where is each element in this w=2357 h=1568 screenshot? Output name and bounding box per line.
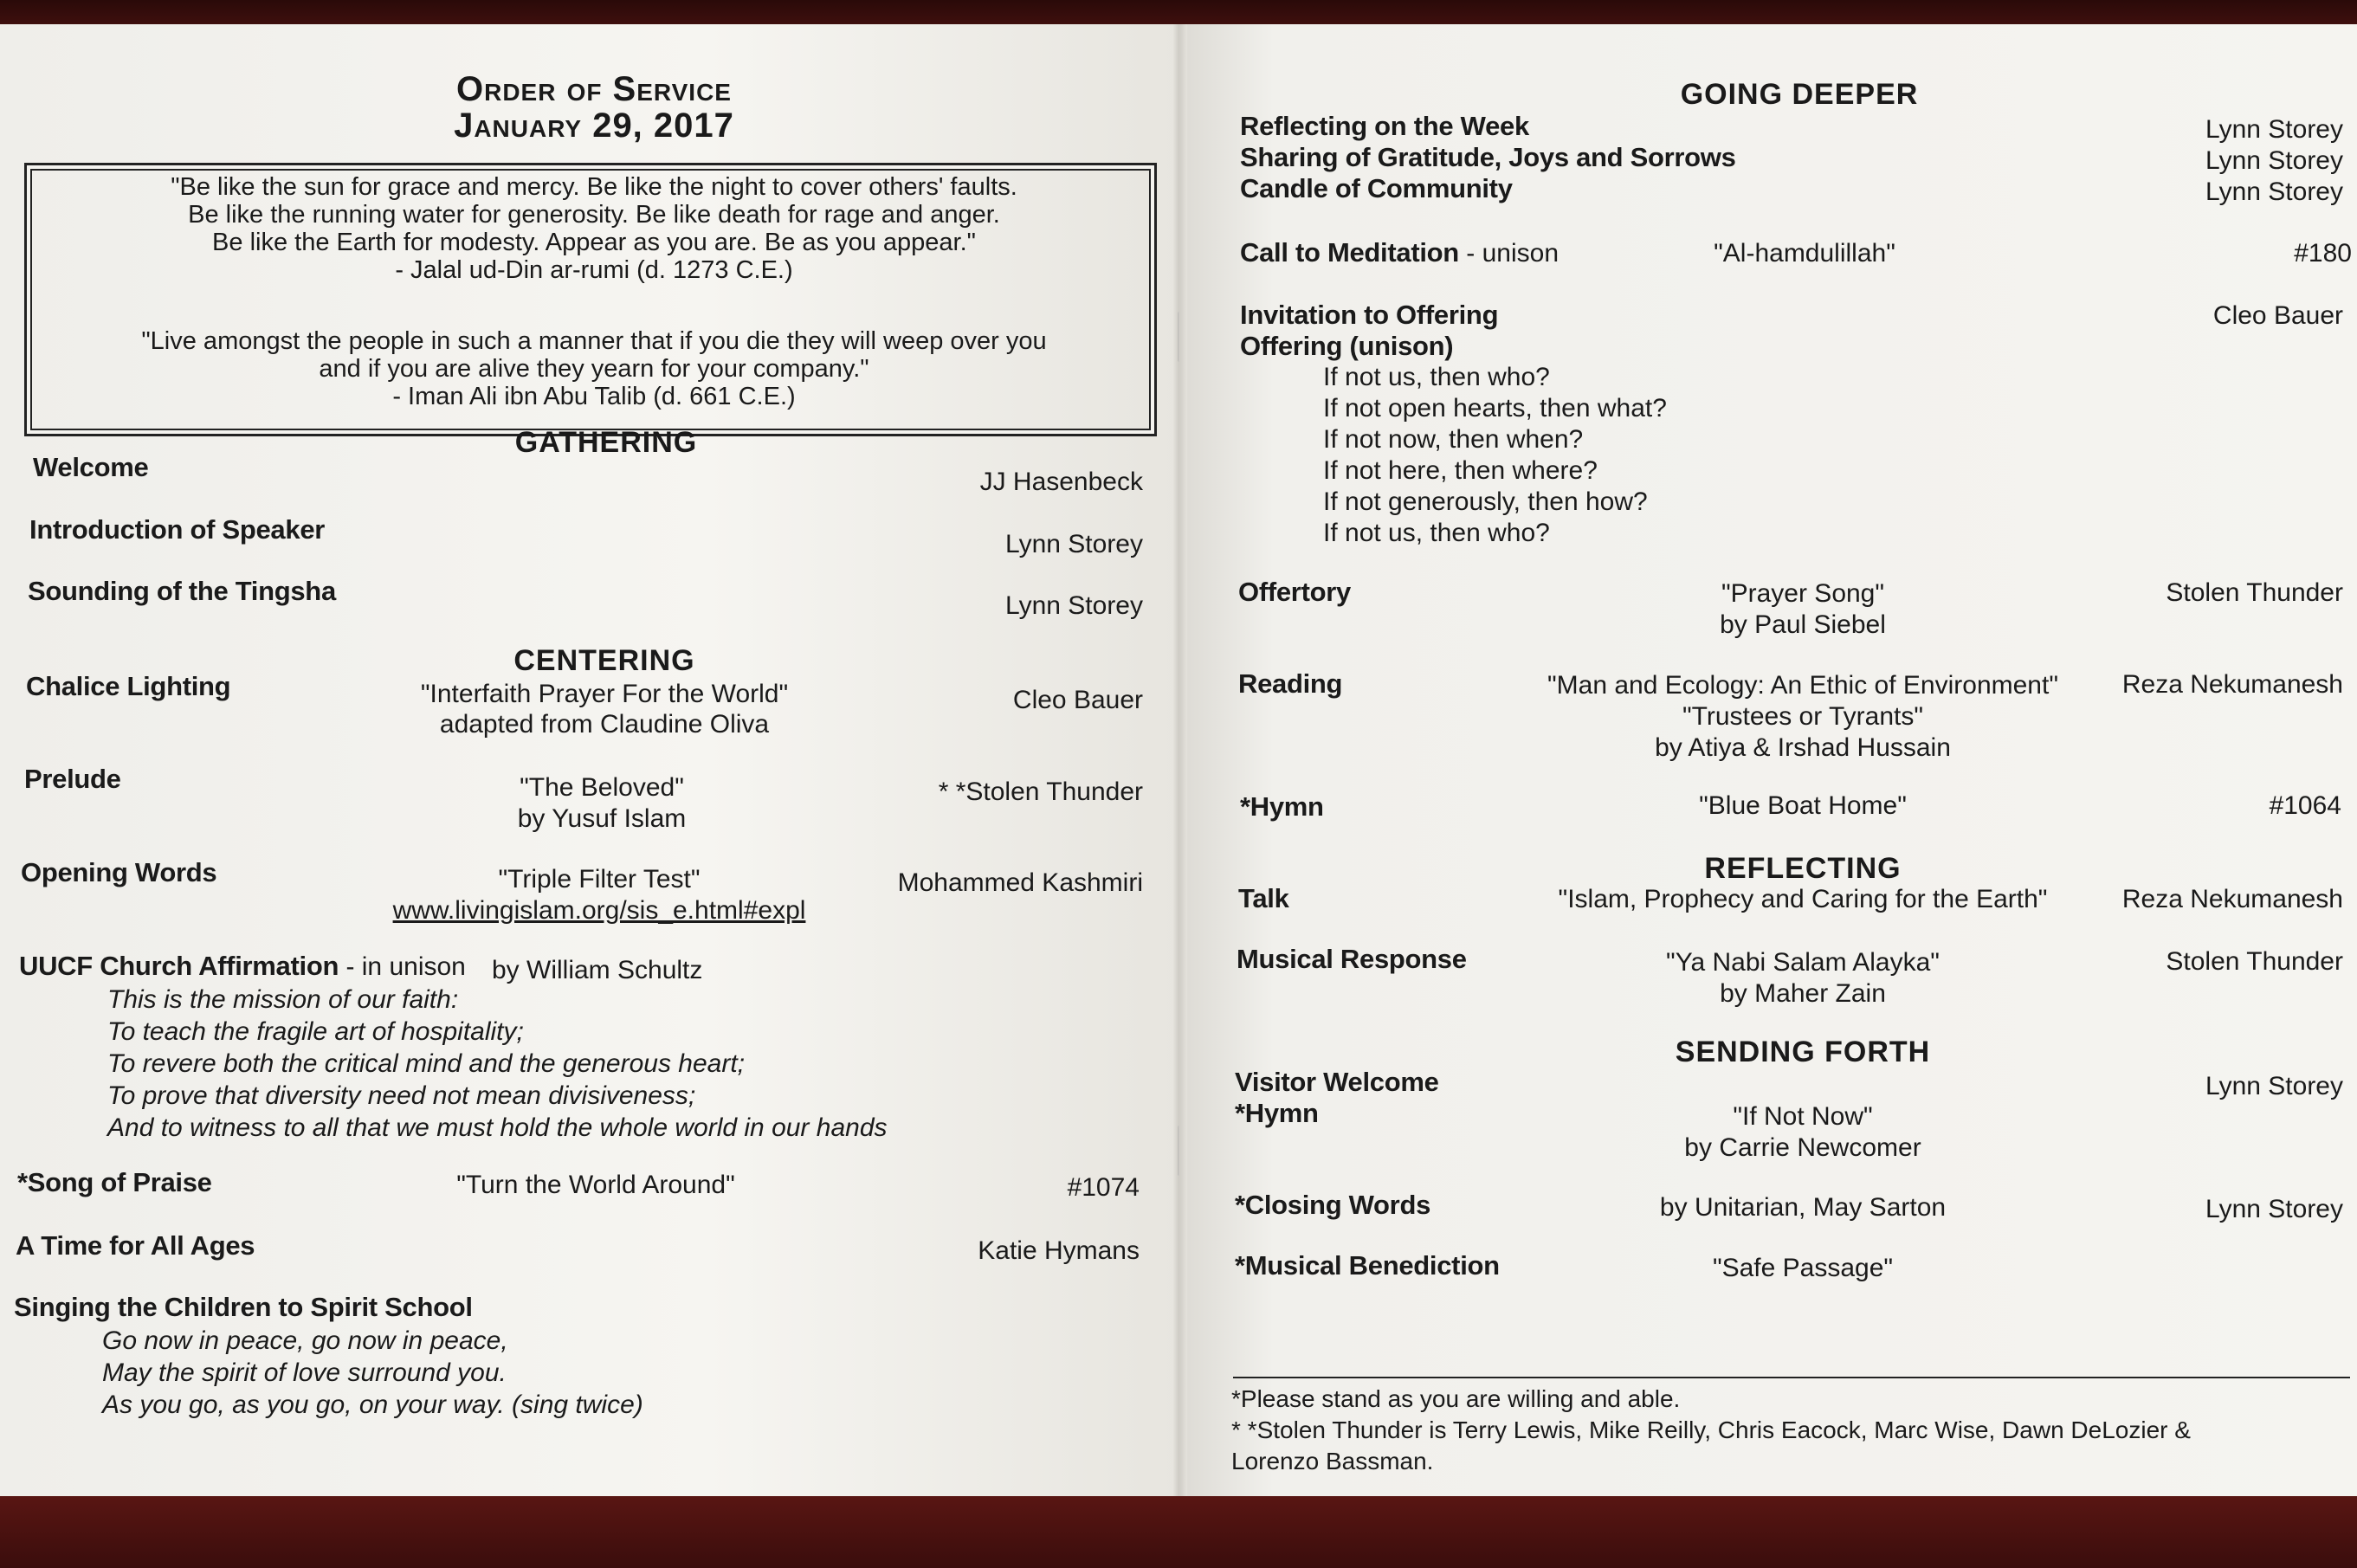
reading-piece: "Man and Ecology: An Ethic of Environment" "Trustees or Tyrants" by Atiya & Irshad Hussain bbox=[1547, 671, 2058, 762]
offering-heading bbox=[1240, 300, 1498, 362]
opening-words-link[interactable]: www.livingislam.org/sis_e.html#expl bbox=[392, 896, 806, 925]
musical-response-piece: "Ya Nabi Salam Alayka" by Maher Zain bbox=[1666, 948, 1940, 1008]
chalice-label: Chalice Lighting bbox=[26, 671, 231, 701]
hymn2-piece: "If Not Now" by Carrie Newcomer bbox=[1684, 1102, 1921, 1162]
song-of-praise-label: *Song of Praise bbox=[17, 1167, 212, 1197]
affirmation-note: - in unison bbox=[339, 952, 466, 981]
affirmation-heading bbox=[19, 951, 466, 982]
welcome-person: JJ Hasenbeck bbox=[979, 468, 1143, 496]
going-deeper-people: Lynn Storey Lynn Storey Lynn Storey bbox=[2205, 115, 2343, 206]
prelude-label: Prelude bbox=[24, 764, 121, 794]
footnotes bbox=[1231, 1384, 2191, 1477]
hymn1-label: *Hymn bbox=[1240, 791, 1324, 822]
hymn1-title: "Blue Boat Home" bbox=[1699, 791, 1907, 820]
chalice-reading: "Interfaith Prayer For the World" adapted from Claudine Oliva bbox=[420, 680, 789, 739]
sending-items bbox=[1235, 1067, 1439, 1129]
musical-response-performer: Stolen Thunder bbox=[2166, 947, 2343, 976]
closing-words-label: *Closing Words bbox=[1235, 1190, 1431, 1220]
introduction-label: Introduction of Speaker bbox=[29, 514, 326, 545]
page-fold-shadow bbox=[1173, 24, 1187, 1496]
candle-label: Candle of Community bbox=[1240, 173, 1513, 203]
opening-words-label: Opening Words bbox=[21, 857, 217, 887]
invitation-person: Cleo Bauer bbox=[2212, 301, 2343, 330]
talk-person: Reza Nekumanesh bbox=[2121, 885, 2343, 913]
going-deeper-items bbox=[1240, 111, 1736, 204]
section-sending-forth: SENDING FORTH bbox=[1675, 1036, 1931, 1068]
musical-response-label: Musical Response bbox=[1237, 944, 1467, 974]
offertory-piece: "Prayer Song" by Paul Siebel bbox=[1720, 579, 1886, 639]
chalice-person: Cleo Bauer bbox=[1012, 686, 1143, 714]
tablecloth-bottom bbox=[0, 1494, 2357, 1568]
all-ages-label: A Time for All Ages bbox=[16, 1230, 255, 1261]
call-meditation-heading bbox=[1240, 237, 1559, 268]
offering-unison-label: Offering (unison) bbox=[1240, 331, 1454, 361]
order-of-service-title: Order of Service January 29, 2017 bbox=[454, 70, 734, 145]
singing-label: Singing the Children to Spirit School bbox=[14, 1292, 473, 1322]
offertory-label: Offertory bbox=[1238, 577, 1351, 607]
affirmation-label: UUCF Church Affirmation bbox=[19, 951, 339, 981]
call-meditation-title: "Al-hamdulillah" bbox=[1714, 239, 1895, 268]
talk-title: "Islam, Prophecy and Caring for the Earth" bbox=[1558, 885, 2048, 913]
section-reflecting: REFLECTING bbox=[1704, 852, 1902, 885]
tingsha-label: Sounding of the Tingsha bbox=[28, 576, 336, 606]
call-meditation-number: #180 bbox=[2294, 239, 2352, 268]
benediction-label: *Musical Benediction bbox=[1235, 1250, 1500, 1281]
visitor-welcome-label: Visitor Welcome bbox=[1235, 1067, 1439, 1097]
quote-rumi: "Be like the sun for grace and mercy. Be like the night to cover others' faults. Be like the running water for generosity. Be like death for rage and anger. Be like the Earth for modesty. Appear as you are. Be as you appear." - Jalal ud-Din ar-rumi (d. 1273 C.E.) bbox=[171, 173, 1017, 284]
talk-label: Talk bbox=[1238, 883, 1289, 913]
offertory-performer: Stolen Thunder bbox=[2166, 578, 2343, 607]
singing-text: Go now in peace, go now in peace, May the spirit of love surround you. As you go, as you go, on your way. (sing twice) bbox=[102, 1326, 643, 1419]
quote-ali: "Live amongst the people in such a manner that if you die they will weep over you and if you are alive they yearn for your company." - Iman Ali ibn Abu Talib (d. 661 C.E.) bbox=[141, 327, 1047, 410]
invitation-label: Invitation to Offering bbox=[1240, 300, 1499, 330]
section-centering: CENTERING bbox=[513, 644, 695, 677]
reading-label: Reading bbox=[1238, 668, 1343, 699]
song-of-praise-title: "Turn the World Around" bbox=[456, 1171, 735, 1199]
affirmation-author: by William Schultz bbox=[492, 956, 703, 984]
section-going-deeper: GOING DEEPER bbox=[1680, 78, 1919, 111]
closing-words-author: by Unitarian, May Sarton bbox=[1659, 1193, 1947, 1222]
all-ages-person: Katie Hymans bbox=[978, 1236, 1140, 1265]
tingsha-person: Lynn Storey bbox=[1005, 591, 1143, 620]
welcome-label: Welcome bbox=[33, 452, 149, 482]
prelude-performer: * *Stolen Thunder bbox=[938, 778, 1143, 806]
closing-words-person: Lynn Storey bbox=[2205, 1195, 2343, 1223]
visitor-welcome-person: Lynn Storey bbox=[2205, 1072, 2343, 1100]
song-of-praise-number: #1074 bbox=[1067, 1173, 1140, 1202]
footnote-rule bbox=[1233, 1377, 2350, 1378]
benediction-title: "Safe Passage" bbox=[1712, 1254, 1894, 1282]
footnote-stand: *Please stand as you are willing and able. bbox=[1231, 1385, 1681, 1412]
section-gathering: GATHERING bbox=[514, 426, 698, 459]
reading-person: Reza Nekumanesh bbox=[2121, 670, 2343, 699]
sharing-label: Sharing of Gratitude, Joys and Sorrows bbox=[1240, 142, 1736, 172]
opening-words-person: Mohammed Kashmiri bbox=[897, 868, 1143, 897]
introduction-person: Lynn Storey bbox=[1005, 530, 1143, 558]
affirmation-text: This is the mission of our faith: To teach the fragile art of hospitality; To revere both the critical mind and the generous heart; To prove that diversity need not mean divisiveness; And to witness to all that we must hold the whole world in our hands bbox=[107, 985, 888, 1142]
footnote-stolen-thunder: * *Stolen Thunder is Terry Lewis, Mike Reilly, Chris Eacock, Marc Wise, Dawn DeLozier & bbox=[1231, 1416, 2191, 1443]
call-meditation-note: - unison bbox=[1458, 239, 1559, 268]
call-meditation-label: Call to Meditation bbox=[1240, 237, 1459, 268]
hymn1-number: #1064 bbox=[2269, 791, 2341, 820]
hymn2-label: *Hymn bbox=[1235, 1098, 1319, 1128]
opening-words-piece: "Triple Filter Test" www.livingislam.org/sis_e.html#expl bbox=[392, 865, 806, 925]
reflecting-week-label: Reflecting on the Week bbox=[1240, 111, 1529, 141]
prelude-piece: "The Beloved" by Yusuf Islam bbox=[517, 773, 687, 833]
footnote-stolen-thunder-cont: Lorenzo Bassman. bbox=[1231, 1448, 1434, 1474]
offering-text: If not us, then who? If not open hearts, then what? If not now, then when? If not here, then where? If not generously, then how? If not us, then who? bbox=[1323, 363, 1667, 547]
